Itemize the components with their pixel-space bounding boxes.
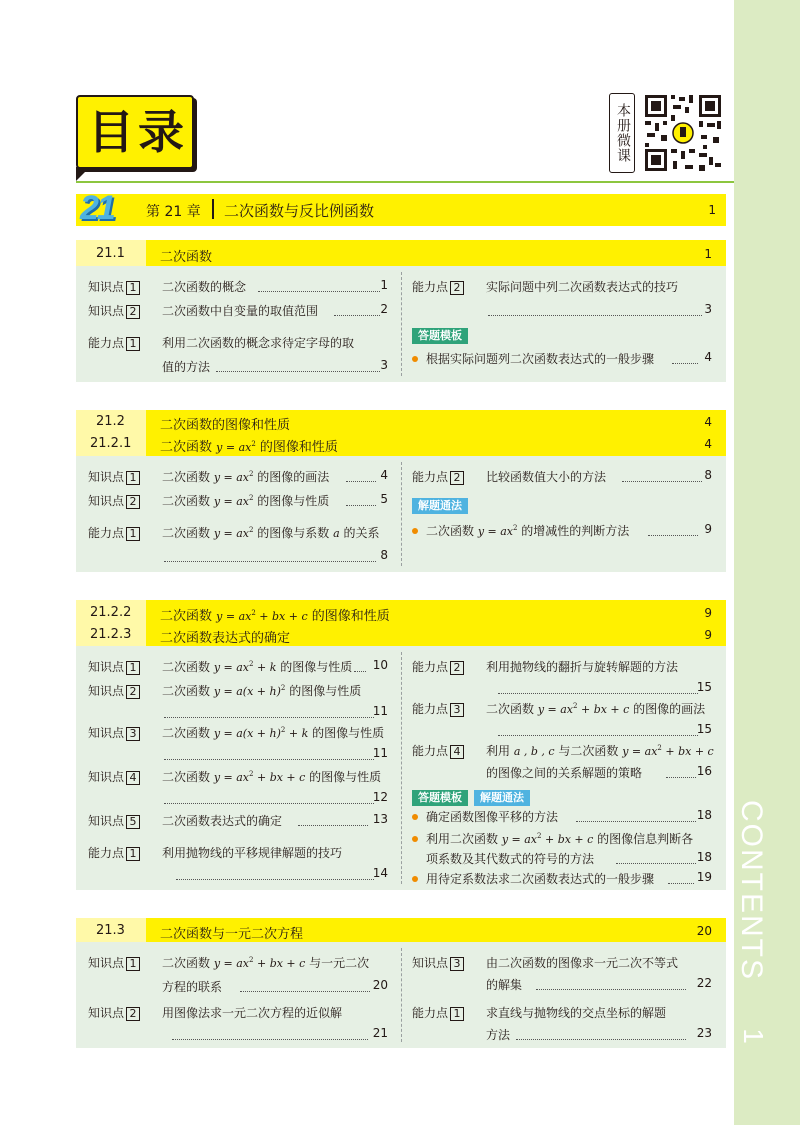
toc-bullet-entry-cont[interactable]: 项系数及其代数式的符号的方法 bbox=[426, 852, 595, 866]
entry-tag: 知识点 1 bbox=[88, 658, 140, 675]
entry-page: 11 bbox=[372, 746, 388, 760]
section-title[interactable]: 二次函数 $y = ax^2$ + bx + c 的图像和性质 bbox=[160, 609, 390, 624]
toc-bullet-entry[interactable]: 利用二次函数 $y = ax^2$ + bx + c 的图像信息判断各 bbox=[426, 832, 694, 846]
badge-template: 答题模板 bbox=[412, 790, 468, 806]
section-page: 20 bbox=[696, 924, 712, 938]
section-title[interactable]: 二次函数的图像和性质 bbox=[160, 418, 291, 433]
toc-entry[interactable]: 利用 a , b , c 与二次函数 $y = ax^2$ + bx + c bbox=[486, 744, 714, 758]
toc-entry[interactable]: 利用二次函数的概念求待定字母的取 bbox=[162, 336, 355, 350]
entry-page: 3 bbox=[704, 302, 712, 316]
subsection-number: 21.2.3 bbox=[90, 627, 132, 642]
toc-entry[interactable]: 二次函数 $y = a(x + h)^2 + k$ 的图像与性质 bbox=[162, 726, 385, 740]
entry-tag: 知识点 1 bbox=[88, 278, 140, 295]
entry-page: 5 bbox=[380, 492, 388, 506]
entry-tag: 知识点 1 bbox=[88, 468, 140, 485]
toc-entry[interactable]: 二次函数 $y = ax^2$ 的图像与系数 a 的关系 bbox=[162, 526, 380, 540]
entry-tag: 知识点 2 bbox=[88, 682, 140, 699]
toc-entry[interactable]: 求直线与抛物线的交点坐标的解题 bbox=[486, 1006, 667, 1020]
entry-tag: 能力点 2 bbox=[412, 658, 464, 675]
entry-page: 15 bbox=[696, 722, 712, 736]
side-page-number: 1 bbox=[738, 1028, 769, 1044]
toc-entry-cont[interactable]: 方程的联系 bbox=[162, 980, 223, 994]
entry-tag: 知识点 4 bbox=[88, 768, 140, 785]
entry-page: 20 bbox=[372, 978, 388, 992]
section-title[interactable]: 二次函数与一元二次方程 bbox=[160, 927, 304, 942]
toc-entry-cont[interactable]: 的解集 bbox=[486, 978, 523, 992]
toc-entry-cont[interactable]: 值的方法 bbox=[162, 360, 211, 374]
entry-page: 14 bbox=[372, 866, 388, 880]
entry-page: 9 bbox=[704, 522, 712, 536]
toc-entry[interactable]: 二次函数 $y = ax^2$ + bx + c 的图像与性质 bbox=[162, 770, 382, 784]
section-number: 21.2.2 bbox=[90, 605, 132, 620]
subsection-page: 9 bbox=[704, 628, 712, 642]
toc-entry[interactable]: 二次函数的概念 bbox=[162, 280, 247, 294]
entry-page: 4 bbox=[380, 468, 388, 482]
title-tail-decoration bbox=[76, 167, 90, 181]
entry-tag: 能力点 2 bbox=[412, 278, 464, 295]
bullet-icon bbox=[412, 876, 418, 882]
section-page: 1 bbox=[704, 247, 712, 261]
toc-entry[interactable]: 由二次函数的图像求一元二次不等式 bbox=[486, 956, 679, 970]
toc-entry[interactable]: 利用抛物线的翻折与旋转解题的方法 bbox=[486, 660, 679, 674]
entry-tag: 能力点 3 bbox=[412, 700, 464, 717]
subsection-title[interactable]: 二次函数 $y = ax^2$ 的图像和性质 bbox=[160, 440, 338, 455]
entry-page: 19 bbox=[696, 870, 712, 884]
toc-bullet-entry[interactable]: 根据实际问题列二次函数表达式的一般步骤 bbox=[426, 352, 655, 366]
toc-entry[interactable]: 实际问题中列二次函数表达式的技巧 bbox=[486, 280, 679, 294]
entry-page: 1 bbox=[380, 278, 388, 292]
chapter-separator bbox=[212, 199, 214, 219]
entry-page: 15 bbox=[696, 680, 712, 694]
section-21-3 bbox=[76, 918, 726, 1048]
section-21-2-2 bbox=[76, 600, 726, 890]
bullet-icon bbox=[412, 528, 418, 534]
toc-entry[interactable]: 二次函数 $y = ax^2$ 的图像的画法 bbox=[162, 470, 330, 484]
toc-entry-cont[interactable]: 的图像之间的关系解题的策略 bbox=[486, 766, 643, 780]
entry-tag: 知识点 5 bbox=[88, 812, 140, 829]
entry-page: 2 bbox=[380, 302, 388, 316]
qr-code-icon[interactable] bbox=[643, 93, 723, 173]
entry-page: 4 bbox=[704, 350, 712, 364]
section-number: 21.1 bbox=[96, 246, 125, 261]
entry-page: 21 bbox=[372, 1026, 388, 1040]
side-contents-label: CONTENTS bbox=[735, 800, 768, 981]
subsection-title[interactable]: 二次函数表达式的确定 bbox=[160, 631, 291, 646]
toc-entry[interactable]: 比较函数值大小的方法 bbox=[486, 470, 607, 484]
entry-page: 23 bbox=[696, 1026, 712, 1040]
subsection-page: 4 bbox=[704, 437, 712, 451]
badge-template: 答题模板 bbox=[412, 328, 468, 344]
entry-page: 11 bbox=[372, 704, 388, 718]
toc-entry-cont[interactable]: 方法 bbox=[486, 1028, 511, 1042]
toc-entry[interactable]: 二次函数 $y = ax^2 + k$ 的图像与性质 bbox=[162, 660, 353, 674]
section-number: 21.2 bbox=[96, 414, 125, 429]
entry-tag: 能力点 1 bbox=[412, 1004, 464, 1021]
entry-tag: 能力点 1 bbox=[88, 334, 140, 351]
section-page: 9 bbox=[704, 606, 712, 620]
top-rule bbox=[76, 181, 734, 183]
entry-page: 8 bbox=[704, 468, 712, 482]
badge-method: 解题通法 bbox=[474, 790, 530, 806]
entry-tag: 能力点 1 bbox=[88, 524, 140, 541]
entry-page: 3 bbox=[380, 358, 388, 372]
chapter-number: 21 bbox=[80, 189, 114, 227]
entry-page: 10 bbox=[372, 658, 388, 672]
section-number: 21.3 bbox=[96, 923, 125, 938]
section-title[interactable]: 二次函数 bbox=[160, 250, 213, 265]
page-title: 目录 bbox=[76, 95, 194, 169]
toc-entry[interactable]: 二次函数表达式的确定 bbox=[162, 814, 283, 828]
entry-page: 18 bbox=[696, 808, 712, 822]
section-21-2 bbox=[76, 410, 726, 572]
entry-tag: 能力点 2 bbox=[412, 468, 464, 485]
subsection-number: 21.2.1 bbox=[90, 436, 132, 451]
entry-page: 18 bbox=[696, 850, 712, 864]
qr-label: 本册微课 bbox=[609, 93, 635, 173]
bullet-icon bbox=[412, 814, 418, 820]
bullet-icon bbox=[412, 836, 418, 842]
toc-bullet-entry[interactable]: 二次函数 $y = ax^2$ 的增减性的判断方法 bbox=[426, 524, 630, 538]
entry-page: 8 bbox=[380, 548, 388, 562]
section-page: 4 bbox=[704, 415, 712, 429]
toc-entry[interactable]: 利用抛物线的平移规律解题的技巧 bbox=[162, 846, 343, 860]
toc-entry[interactable]: 二次函数中自变量的取值范围 bbox=[162, 304, 319, 318]
bullet-icon bbox=[412, 356, 418, 362]
entry-tag: 知识点 3 bbox=[412, 954, 464, 971]
entry-tag: 能力点 4 bbox=[412, 742, 464, 759]
toc-entry[interactable]: 二次函数 $y = ax^2$ + bx + c 与一元二次 bbox=[162, 956, 370, 970]
section-21-1 bbox=[76, 240, 726, 382]
entry-tag: 知识点 3 bbox=[88, 724, 140, 741]
toc-bullet-entry[interactable]: 用待定系数法求二次函数表达式的一般步骤 bbox=[426, 872, 655, 886]
toc-entry[interactable]: 二次函数 $y = a(x + h)^2$ 的图像与性质 bbox=[162, 684, 362, 698]
entry-page: 22 bbox=[696, 976, 712, 990]
chapter-page: 1 bbox=[708, 203, 716, 217]
toc-entry[interactable]: 二次函数 $y = ax^2$ 的图像与性质 bbox=[162, 494, 330, 508]
entry-tag: 知识点 2 bbox=[88, 1004, 140, 1021]
entry-tag: 知识点 1 bbox=[88, 954, 140, 971]
badge-method: 解题通法 bbox=[412, 498, 468, 514]
entry-tag: 能力点 1 bbox=[88, 844, 140, 861]
entry-tag: 知识点 2 bbox=[88, 302, 140, 319]
toc-bullet-entry[interactable]: 确定函数图像平移的方法 bbox=[426, 810, 559, 824]
entry-tag: 知识点 2 bbox=[88, 492, 140, 509]
entry-page: 16 bbox=[696, 764, 712, 778]
toc-entry[interactable]: 二次函数 $y = ax^2$ + bx + c 的图像的画法 bbox=[486, 702, 706, 716]
chapter-label: 第 21 章 bbox=[146, 204, 201, 220]
entry-page: 13 bbox=[372, 812, 388, 826]
toc-entry[interactable]: 用图像法求一元二次方程的近似解 bbox=[162, 1006, 343, 1020]
chapter-title[interactable]: 二次函数与反比例函数 bbox=[224, 202, 375, 220]
entry-page: 12 bbox=[372, 790, 388, 804]
